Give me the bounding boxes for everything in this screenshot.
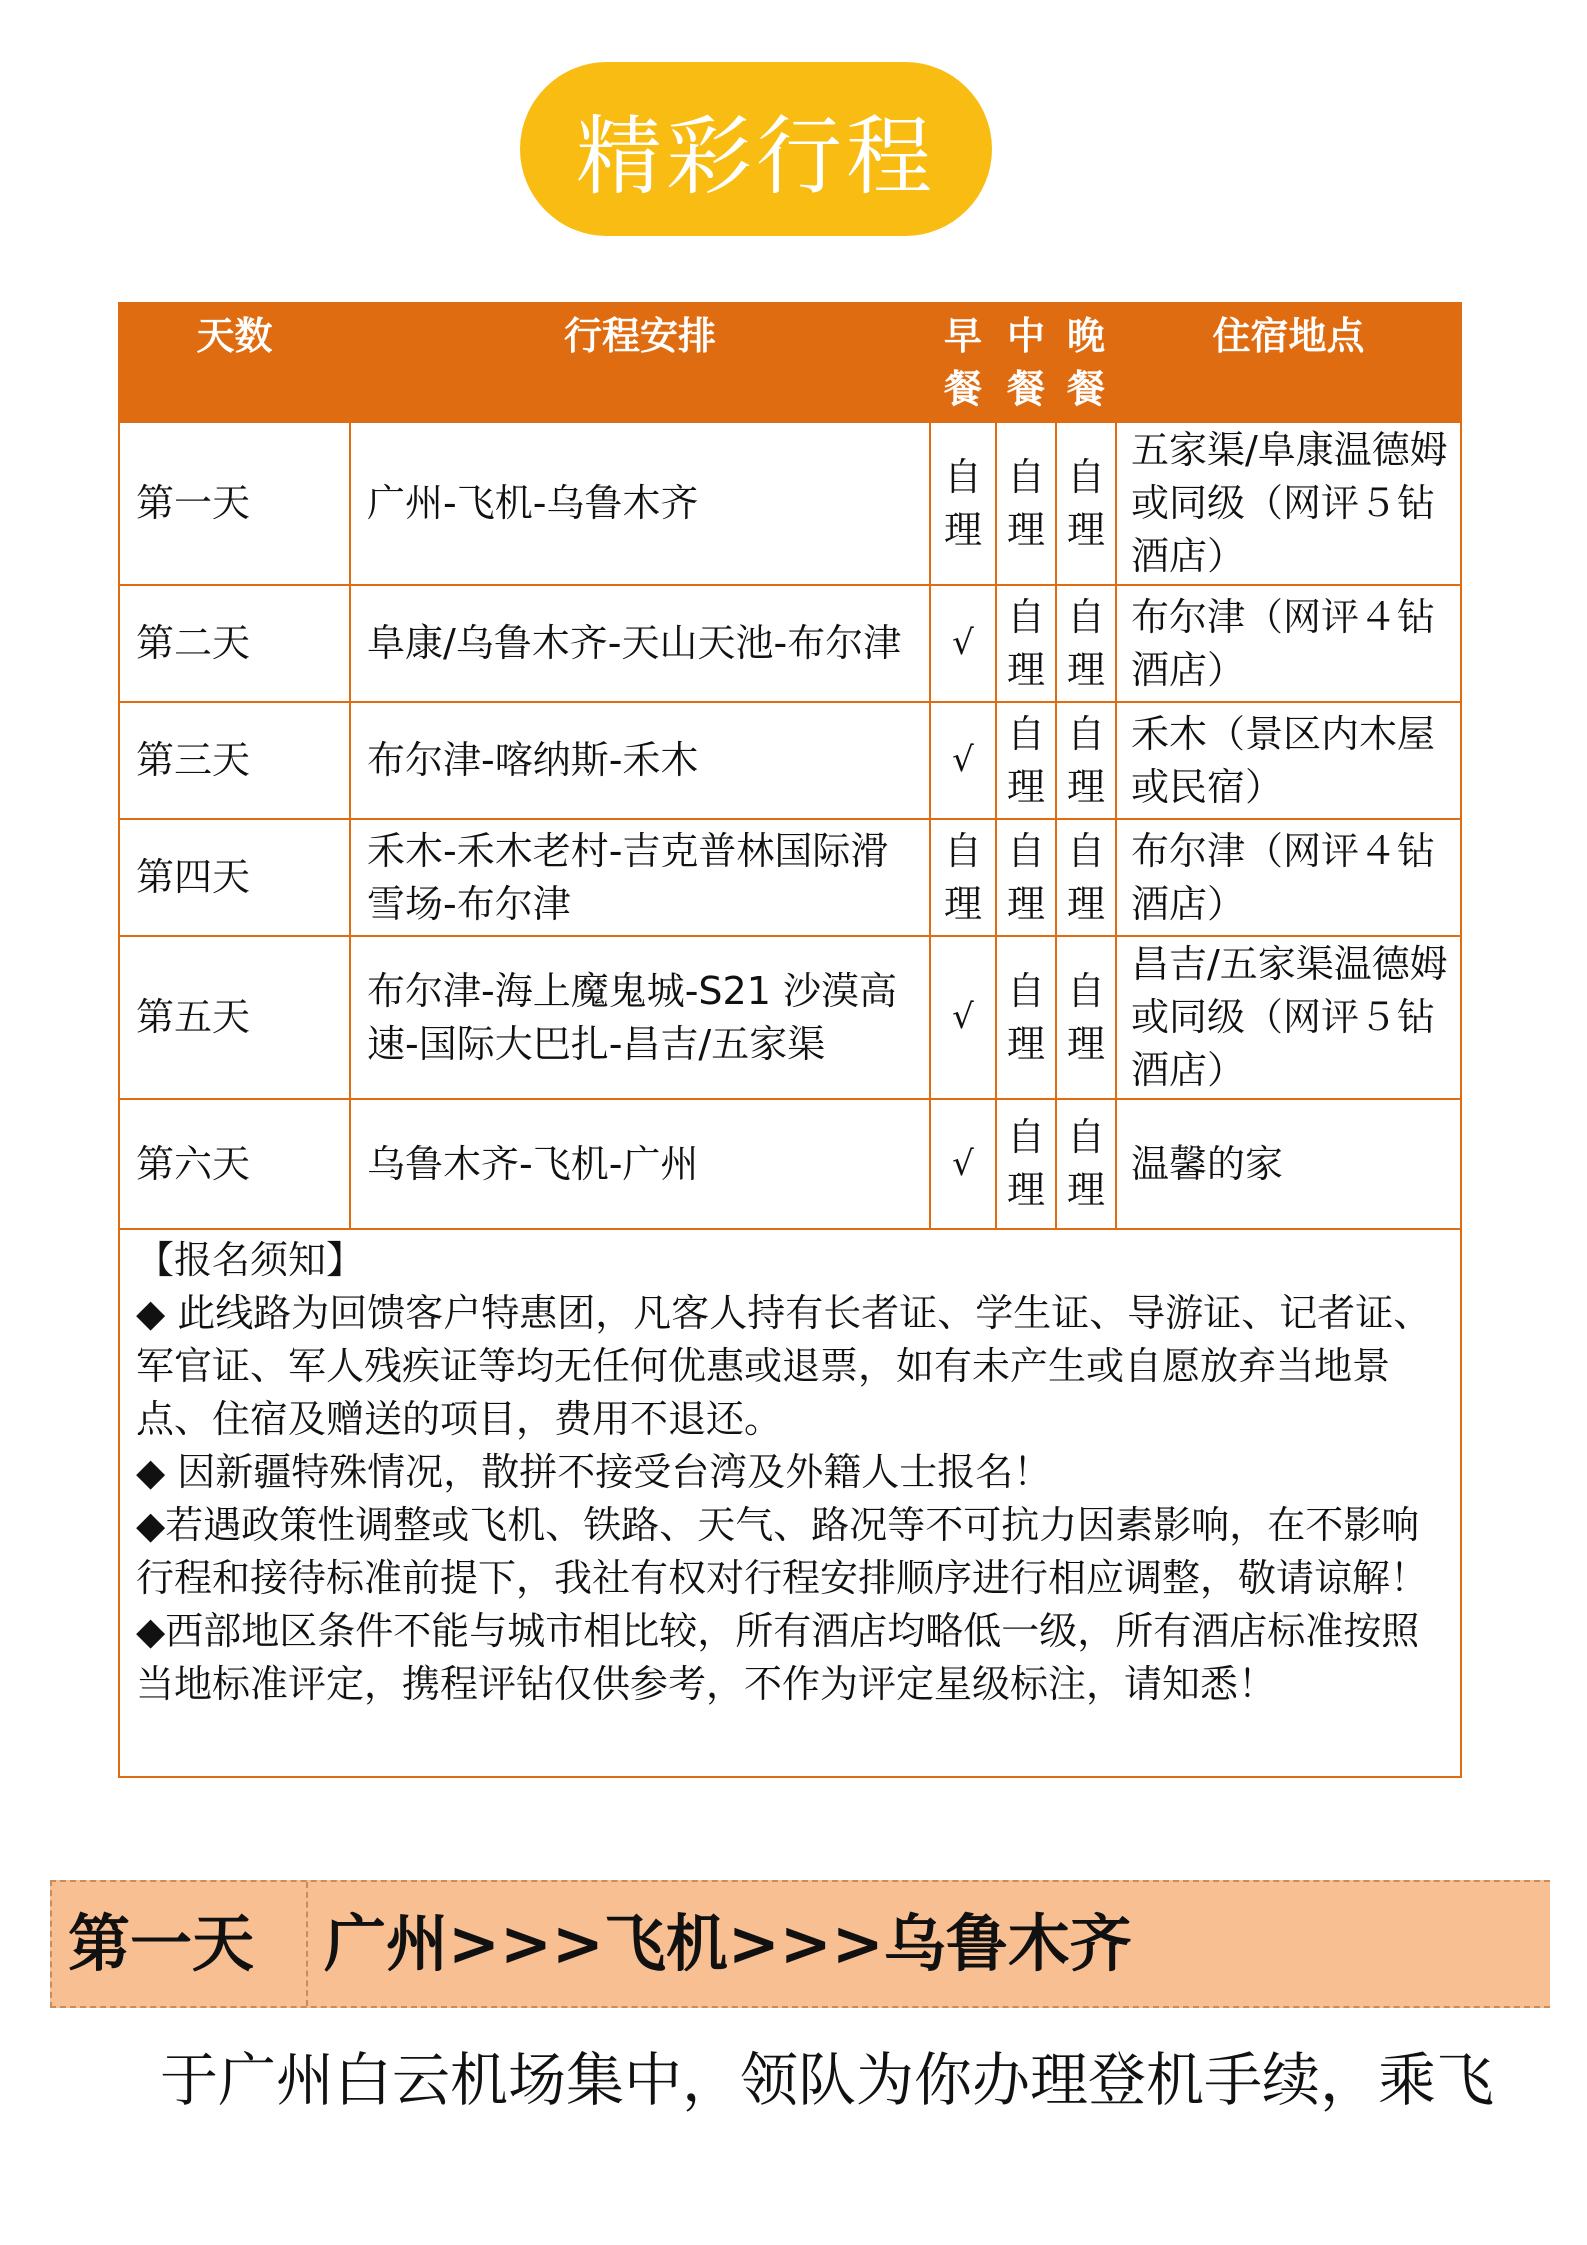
day-cell: 第一天 <box>119 422 350 585</box>
route-cell: 禾木-禾木老村-吉克普林国际滑雪场-布尔津 <box>350 819 930 936</box>
table-row <box>119 702 1461 819</box>
header-hotel: 住宿地点 <box>1116 303 1461 422</box>
notes-item: ◆若遇政策性调整或飞机、铁路、天气、路况等不可抗力因素影响，在不影响行程和接待标准前提下，我社有权对行程安排顺序进行相应调整，敬请谅解！ <box>136 1503 1429 1600</box>
header-breakfast: 早餐 <box>930 303 996 422</box>
itinerary-table <box>118 302 1462 1778</box>
notes-item: ◆ 因新疆特殊情况，散拼不接受台湾及外籍人士报名！ <box>136 1450 1052 1494</box>
dinner-cell: 自理 <box>1056 936 1116 1099</box>
header-days: 天数 <box>119 303 350 422</box>
route-cell: 阜康/乌鲁木齐-天山天池-布尔津 <box>350 585 930 702</box>
day-cell: 第四天 <box>119 819 350 936</box>
page-title: 精彩行程 <box>520 62 992 236</box>
dinner-cell: 自理 <box>1056 1099 1116 1229</box>
lunch-cell: 自理 <box>996 422 1056 585</box>
breakfast-cell: √ <box>930 936 996 1099</box>
day-cell: 第六天 <box>119 1099 350 1229</box>
day-cell: 第五天 <box>119 936 350 1099</box>
dinner-cell: 自理 <box>1056 819 1116 936</box>
lunch-cell: 自理 <box>996 702 1056 819</box>
notes-heading: 【报名须知】 <box>136 1238 365 1282</box>
table-row <box>119 819 1461 936</box>
header-dinner: 晚餐 <box>1056 303 1116 422</box>
route-cell: 乌鲁木齐-飞机-广州 <box>350 1099 930 1229</box>
table-row <box>119 936 1461 1099</box>
hotel-cell: 布尔津（网评４钻酒店） <box>1116 819 1461 936</box>
day-one-route: 广州>>>飞机>>>乌鲁木齐 <box>324 1907 1132 1980</box>
day-cell: 第二天 <box>119 585 350 702</box>
hotel-cell: 布尔津（网评４钻酒店） <box>1116 585 1461 702</box>
lunch-cell: 自理 <box>996 585 1056 702</box>
route-cell: 布尔津-海上魔鬼城-S21 沙漠高速-国际大巴扎-昌吉/五家渠 <box>350 936 930 1099</box>
hotel-cell: 温馨的家 <box>1116 1099 1461 1229</box>
dinner-cell: 自理 <box>1056 702 1116 819</box>
lunch-cell: 自理 <box>996 819 1056 936</box>
day-one-banner <box>50 1880 1550 2008</box>
notes-row <box>119 1229 1461 1777</box>
header-row <box>119 303 1461 422</box>
table-row <box>119 585 1461 702</box>
hotel-cell: 五家渠/阜康温德姆或同级（网评５钻酒店） <box>1116 422 1461 585</box>
breakfast-cell: 自理 <box>930 819 996 936</box>
notes-item: ◆ 此线路为回馈客户特惠团，凡客人持有长者证、学生证、导游证、记者证、军官证、军人残疾证等均无任何优惠或退票，如有未产生或自愿放弃当地景点、住宿及赠送的项目，费用不退还。 <box>136 1291 1432 1441</box>
dinner-cell: 自理 <box>1056 585 1116 702</box>
table-row <box>119 1099 1461 1229</box>
banner-divider <box>306 1882 308 2006</box>
lunch-cell: 自理 <box>996 1099 1056 1229</box>
day-one-intro: 于广州白云机场集中，领队为你办理登机手续，乘飞 <box>160 2046 1495 2114</box>
table-row <box>119 422 1461 585</box>
breakfast-cell: √ <box>930 1099 996 1229</box>
breakfast-cell: √ <box>930 585 996 702</box>
header-itinerary: 行程安排 <box>350 303 930 422</box>
registration-notes <box>119 1229 1461 1777</box>
notes-item: ◆西部地区条件不能与城市相比较，所有酒店均略低一级，所有酒店标准按照当地标准评定，携程评钻仅供参考，不作为评定星级标注，请知悉！ <box>136 1609 1420 1706</box>
hotel-cell: 禾木（景区内木屋或民宿） <box>1116 702 1461 819</box>
route-cell: 布尔津-喀纳斯-禾木 <box>350 702 930 819</box>
breakfast-cell: √ <box>930 702 996 819</box>
dinner-cell: 自理 <box>1056 422 1116 585</box>
breakfast-cell: 自理 <box>930 422 996 585</box>
lunch-cell: 自理 <box>996 936 1056 1099</box>
route-cell: 广州-飞机-乌鲁木齐 <box>350 422 930 585</box>
header-lunch: 中餐 <box>996 303 1056 422</box>
day-one-label: 第一天 <box>68 1907 255 1980</box>
hotel-cell: 昌吉/五家渠温德姆或同级（网评５钻酒店） <box>1116 936 1461 1099</box>
day-cell: 第三天 <box>119 702 350 819</box>
